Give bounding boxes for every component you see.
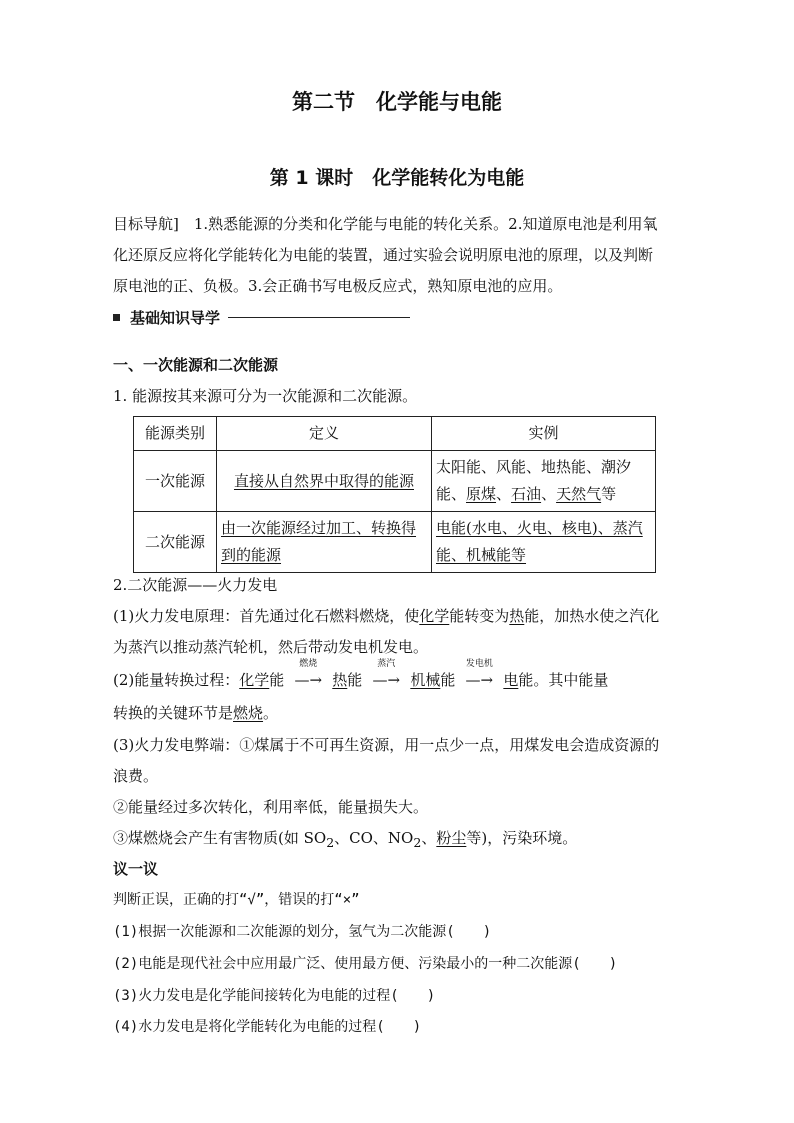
p2-line2-prefix: 转换的关键环节是 — [113, 704, 234, 722]
p5-blank-dust: 粉尘 — [436, 829, 467, 847]
p3-line2: 浪费。 — [113, 767, 159, 785]
judge-intro: 判断正误，正确的打“√”，错误的打“×” — [113, 892, 360, 908]
p1-blank-heat: 热 — [509, 607, 525, 625]
row2-definition-line1: 由一次能源经过加工、转换得 — [221, 519, 417, 537]
item2-text: 2.二次能源——火力发电 — [113, 576, 278, 594]
arrow-generator-icon: 发电机 —→ — [455, 669, 503, 691]
p2-text3: 能 — [440, 671, 456, 689]
p1-blank-chemical: 化学 — [419, 607, 450, 625]
row2-example-line1: 电能(水电、火电、核电)、蒸汽 — [436, 519, 643, 537]
table-row — [134, 451, 656, 512]
p2-line1 — [113, 659, 609, 691]
p3-line1: (3)火力发电弊端：①煤属于不可再生资源，用一点少一点，用煤发电会造成资源的 — [113, 736, 660, 754]
row1-example-line1: 太阳能、风能、地热能、潮汐 — [436, 458, 632, 476]
p2-line2-suffix: 。 — [263, 704, 279, 722]
p1-mid1: 能转变为 — [449, 607, 510, 625]
p1-line2: 为蒸汽以推动蒸汽轮机，然后带动发电机发电。 — [113, 638, 429, 656]
arrow-steam-icon: 蒸汽 —→ — [362, 669, 410, 691]
p5-suffix: 等)，污染环境。 — [466, 829, 578, 847]
p1-prefix: (1)火力发电原理：首先通过化石燃料燃烧，使 — [113, 607, 420, 625]
question-1: (1)根据一次能源和二次能源的划分，氢气为二次能源( ) — [113, 924, 492, 940]
p2-blank-heat: 热 — [332, 671, 348, 689]
row1-example-gas: 天然气 — [556, 485, 602, 503]
p2-text1: 能 — [269, 671, 285, 689]
row1-example-suffix: 等 — [601, 485, 617, 503]
p5-sub1: 2 — [326, 835, 335, 850]
item1-text: 1. 能源按其来源可分为一次能源和二次能源。 — [113, 387, 418, 405]
header-definition: 定义 — [217, 417, 432, 451]
page-title: 第二节 化学能与电能 — [292, 90, 502, 114]
square-bullet-icon — [113, 314, 120, 321]
row1-category: 一次能源 — [134, 451, 217, 512]
arrow-burn-label: 燃烧 — [299, 659, 318, 669]
row1-example-sep1: 、 — [496, 485, 512, 503]
p2-prefix: (2)能量转换过程： — [113, 671, 240, 689]
row1-example — [432, 451, 656, 512]
arrow-steam-label: 蒸汽 — [377, 659, 396, 669]
header-example: 实例 — [432, 417, 656, 451]
goal-line-3: 原电池的正、负极。3.会正确书写电极反应式，熟知原电池的应用。 — [113, 277, 563, 295]
p1-mid2: 能，加热水使之汽化 — [524, 607, 660, 625]
section-title: 基础知识导学 — [130, 309, 221, 327]
question-2: (2)电能是现代社会中应用最广泛、使用最方便、污染最小的一种二次能源( ) — [113, 956, 618, 972]
row2-example — [432, 512, 656, 573]
row2-category: 二次能源 — [134, 512, 217, 573]
p2-blank-burn: 燃烧 — [233, 704, 264, 722]
p5-mid2: 、 — [421, 829, 437, 847]
arrow-generator-label: 发电机 — [465, 659, 493, 669]
goal-line-2: 化还原反应将化学能转化为电能的装置，通过实验会说明原电池的原理，以及判断 — [113, 246, 654, 264]
p4-text: ②能量经过多次转化，利用率低，能量损失大。 — [113, 798, 429, 816]
lesson-subtitle: 第 1 课时 化学能转化为电能 — [269, 167, 525, 189]
question-4: (4)水力发电是将化学能转化为电能的过程( ) — [113, 1019, 422, 1035]
goal-line-1: 目标导航] 1.熟悉能源的分类和化学能与电能的转化关系。2.知道原电池是利用氧 — [113, 215, 658, 233]
table-header-row — [134, 417, 656, 451]
row1-example-coal: 原煤 — [466, 485, 497, 503]
p2-text4: 能。其中能量 — [518, 671, 609, 689]
p1-line1 — [113, 605, 659, 627]
p5-prefix: ③煤燃烧会产生有害物质(如 SO — [113, 829, 327, 847]
part1-heading: 一、一次能源和二次能源 — [113, 356, 279, 374]
question-3: (3)火力发电是化学能间接转化为电能的过程( ) — [113, 988, 436, 1004]
p5-mid1: 、CO、NO — [334, 829, 414, 847]
p2-line2 — [113, 702, 278, 724]
row1-example-sep2: 、 — [541, 485, 557, 503]
row2-definition-line2: 到的能源 — [221, 546, 282, 564]
row2-example-line2: 能、机械能等 — [436, 546, 527, 564]
section-header — [113, 307, 410, 328]
table-row — [134, 512, 656, 573]
row2-definition — [217, 512, 432, 573]
row1-example-oil: 石油 — [511, 485, 542, 503]
p2-blank-chemical: 化学 — [239, 671, 270, 689]
header-category: 能源类别 — [134, 417, 217, 451]
p2-text2: 能 — [347, 671, 363, 689]
row1-example-prefix: 能、 — [436, 485, 467, 503]
p5-sub2: 2 — [413, 835, 422, 850]
arrow-burn-icon: 燃烧 —→ — [284, 669, 332, 691]
p2-blank-mechanical: 机械 — [410, 671, 441, 689]
discuss-heading: 议一议 — [113, 860, 159, 878]
p5-text — [113, 827, 577, 854]
row1-example-line2 — [436, 481, 651, 508]
row1-definition: 直接从自然界中取得的能源 — [233, 471, 414, 490]
section-divider — [228, 317, 410, 318]
p2-blank-electric: 电 — [503, 671, 519, 689]
energy-table — [133, 416, 656, 573]
